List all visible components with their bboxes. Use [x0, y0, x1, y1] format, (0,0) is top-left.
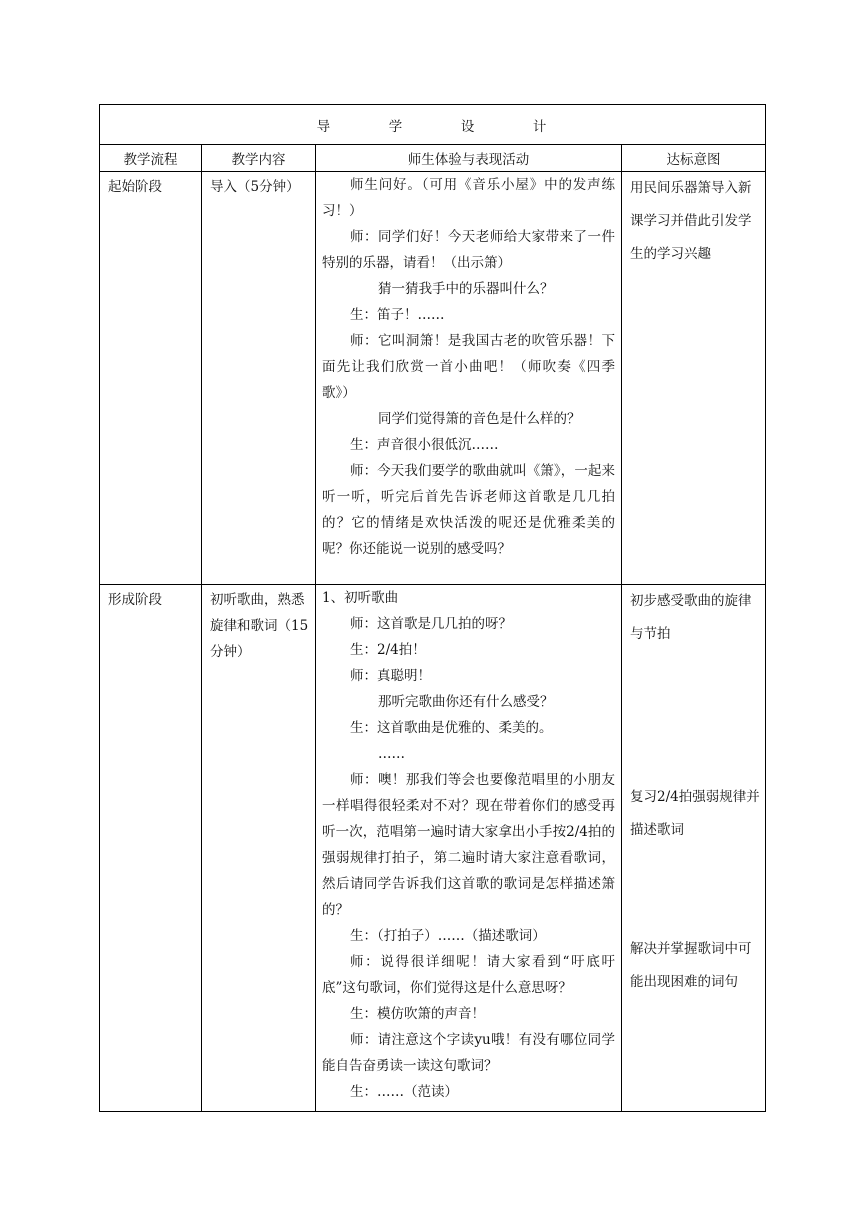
activity-line: 生：2/4拍！	[350, 642, 426, 658]
flow-cell: 起始阶段	[100, 172, 202, 585]
header-activity: 师生体验与表现活动	[316, 145, 622, 172]
activity-line: 师：同学们好！今天老师给大家带来了一件特别的乐器，请看！（出示箫）	[322, 229, 615, 271]
header-goal: 达标意图	[622, 145, 766, 172]
activity-line: 师：这首歌是几几拍的呀？	[350, 616, 512, 632]
goal-cell	[622, 172, 766, 585]
title-char: 计	[532, 118, 549, 135]
title-char: 设	[460, 118, 477, 135]
activity-line: 同学们觉得箫的音色是什么样的？	[378, 411, 581, 427]
activity-line: 师生问好。（可用《音乐小屋》中的发声练习！）	[322, 177, 615, 219]
goal-text: 复习2/4拍强弱规律并描述歌词	[630, 789, 760, 838]
activity-line: 生：模仿吹箫的声音！	[350, 1006, 485, 1022]
activity-line: 猜一猜我手中的乐器叫什么？	[378, 281, 554, 297]
table-row	[100, 172, 766, 585]
content-cell: 初听歌曲，熟悉旋律和歌词（15分钟）	[202, 585, 316, 1112]
activity-cell	[316, 172, 622, 585]
activity-line: 师：它叫洞箫！是我国古老的吹管乐器！下面先让我们欣赏一首小曲吧！（师吹奏《四季歌》）	[322, 333, 615, 401]
activity-line: 生：声音很小很低沉……	[350, 437, 499, 453]
title-row	[100, 105, 766, 145]
activity-line: ……	[378, 746, 405, 762]
activity-line: 1、初听歌曲	[322, 590, 399, 606]
title-char: 导	[316, 118, 333, 135]
header-content: 教学内容	[202, 145, 316, 172]
activity-line: 师：请注意这个字读yu哦！有没有哪位同学能自告奋勇读一读这句歌词？	[322, 1032, 615, 1074]
goal-text: 初步感受歌曲的旋律与节拍	[630, 593, 752, 642]
header-flow: 教学流程	[100, 145, 202, 172]
table-title	[100, 105, 766, 145]
activity-line: 生：这首歌曲是优雅的、柔美的。	[350, 720, 553, 736]
goal-text: 用民间乐器箫导入新课学习并借此引发学生的学习兴趣	[630, 180, 752, 262]
activity-cell	[316, 585, 622, 1112]
flow-cell: 形成阶段	[100, 585, 202, 1112]
header-row	[100, 145, 766, 172]
table-row	[100, 585, 766, 1112]
activity-line: 师：今天我们要学的歌曲就叫《箫》，一起来听一听，听完后首先告诉老师这首歌是几几拍的？它的情绪是欢快活泼的呢还是优雅柔美的呢？你还能说一说别的感受吗？	[322, 463, 615, 557]
title-char: 学	[388, 118, 405, 135]
lesson-plan-table	[99, 104, 766, 1112]
activity-line: 生：……（范读）	[350, 1084, 458, 1100]
activity-line: 生：笛子！……	[350, 307, 445, 323]
goal-cell	[622, 585, 766, 1112]
activity-line: 那听完歌曲你还有什么感受？	[378, 694, 554, 710]
activity-line: 师：说得很详细呢！请大家看到“吁底吁底”这句歌词，你们觉得这是什么意思呀？	[322, 954, 615, 996]
content-cell: 导入（5分钟）	[202, 172, 316, 585]
activity-line: 师：真聪明！	[350, 668, 431, 684]
activity-line: 生：（打拍子）……（描述歌词）	[350, 928, 546, 944]
goal-text: 解决并掌握歌词中可能出现困难的词句	[630, 941, 752, 990]
activity-line: 师：噢！那我们等会也要像范唱里的小朋友一样唱得很轻柔对不对？现在带着你们的感受再听一次，范唱第一遍时请大家拿出小手按2/4拍的强弱规律打拍子，第二遍时请大家注意看歌词，然后请同学告诉我们这首歌的歌词是怎样描述箫的？	[322, 772, 615, 918]
